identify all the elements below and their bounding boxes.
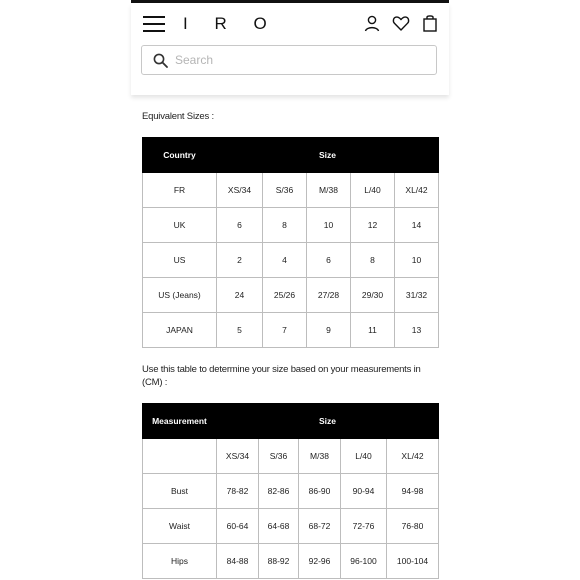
table-cell: 96-100 xyxy=(341,544,387,579)
table-row xyxy=(143,439,439,474)
table-header-measurement: Measurement xyxy=(143,404,217,439)
size-header-cell: M/38 xyxy=(299,439,341,474)
size-header-cell: XL/42 xyxy=(387,439,439,474)
table-cell: 72-76 xyxy=(341,509,387,544)
table-cell: S/36 xyxy=(263,173,307,208)
size-header-cell: S/36 xyxy=(259,439,299,474)
size-header-cell: L/40 xyxy=(341,439,387,474)
table-cell: 27/28 xyxy=(307,278,351,313)
account-icon[interactable] xyxy=(363,14,381,32)
brand-logo[interactable]: I R O xyxy=(183,14,278,33)
menu-icon[interactable] xyxy=(143,15,165,33)
table-cell: 88-92 xyxy=(259,544,299,579)
table-cell: L/40 xyxy=(351,173,395,208)
row-label: FR xyxy=(143,173,217,208)
table-cell: 11 xyxy=(351,313,395,348)
table-cell: 5 xyxy=(217,313,263,348)
table-cell: 6 xyxy=(307,243,351,278)
table-cell: 6 xyxy=(217,208,263,243)
search-input[interactable] xyxy=(175,50,425,70)
table-cell: 2 xyxy=(217,243,263,278)
table-cell: 78-82 xyxy=(217,474,259,509)
table-cell: 68-72 xyxy=(299,509,341,544)
row-label: UK xyxy=(143,208,217,243)
table-cell: 64-68 xyxy=(259,509,299,544)
shopping-bag-icon[interactable] xyxy=(421,14,439,32)
row-label: US (Jeans) xyxy=(143,278,217,313)
table-header-country: Country xyxy=(143,138,217,173)
table-cell: 10 xyxy=(307,208,351,243)
row-label: Hips xyxy=(143,544,217,579)
table-cell: 31/32 xyxy=(395,278,439,313)
table-cell: 4 xyxy=(263,243,307,278)
table-cell: 84-88 xyxy=(217,544,259,579)
table-cell: 8 xyxy=(351,243,395,278)
size-header-cell: XS/34 xyxy=(217,439,259,474)
table-cell: 29/30 xyxy=(351,278,395,313)
table-cell: 76-80 xyxy=(387,509,439,544)
table-cell: 92-96 xyxy=(299,544,341,579)
table-cell: 90-94 xyxy=(341,474,387,509)
table-row xyxy=(143,313,439,348)
table-cell: 13 xyxy=(395,313,439,348)
empty-cell xyxy=(143,439,217,474)
wishlist-heart-icon[interactable] xyxy=(392,14,410,32)
table-header-size: Size xyxy=(217,404,439,439)
table-row xyxy=(143,173,439,208)
search-box[interactable] xyxy=(141,45,437,75)
table-cell: 82-86 xyxy=(259,474,299,509)
table-header-size: Size xyxy=(217,138,439,173)
table-cell: 25/26 xyxy=(263,278,307,313)
row-label: Bust xyxy=(143,474,217,509)
table-row xyxy=(143,474,439,509)
table-cell: 9 xyxy=(307,313,351,348)
table-row xyxy=(143,509,439,544)
row-label: Waist xyxy=(143,509,217,544)
table-cell: XL/42 xyxy=(395,173,439,208)
table-cell: 10 xyxy=(395,243,439,278)
table-cell: 60-64 xyxy=(217,509,259,544)
table-cell: 94-98 xyxy=(387,474,439,509)
table-cell: 24 xyxy=(217,278,263,313)
table-cell: 12 xyxy=(351,208,395,243)
table-row xyxy=(143,544,439,579)
table-cell: 100-104 xyxy=(387,544,439,579)
measurements-table xyxy=(142,403,439,579)
table-cell: 14 xyxy=(395,208,439,243)
table-row xyxy=(143,278,439,313)
mobile-viewport xyxy=(131,0,449,580)
table-cell: M/38 xyxy=(307,173,351,208)
equivalent-sizes-table xyxy=(142,137,439,348)
row-label: US xyxy=(143,243,217,278)
table-cell: XS/34 xyxy=(217,173,263,208)
table-row xyxy=(143,208,439,243)
table-cell: 86-90 xyxy=(299,474,341,509)
equivalent-sizes-label: Equivalent Sizes : xyxy=(142,111,214,122)
site-header xyxy=(131,3,449,95)
table-cell: 7 xyxy=(263,313,307,348)
table-cell: 8 xyxy=(263,208,307,243)
row-label: JAPAN xyxy=(143,313,217,348)
measurements-label: Use this table to determine your size based on your measurements in (CM) : xyxy=(142,364,421,388)
table-row xyxy=(143,243,439,278)
search-icon xyxy=(153,53,168,68)
